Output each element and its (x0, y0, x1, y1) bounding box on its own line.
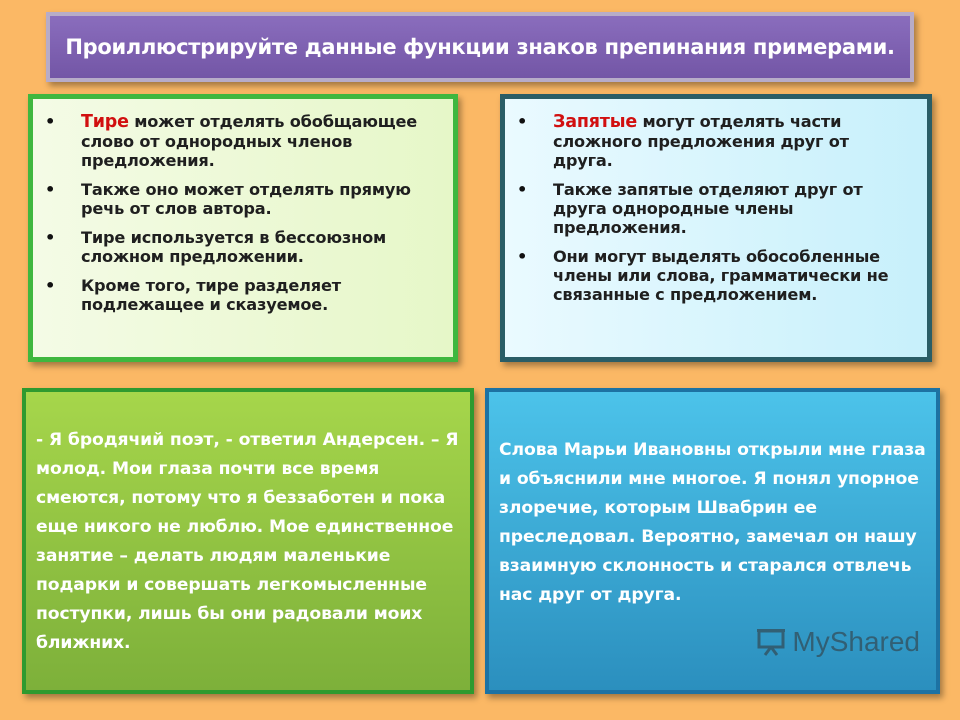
list-item (81, 228, 439, 266)
dash-functions-list (33, 112, 439, 314)
title-bar (46, 12, 914, 82)
list-item-text: может отделять обобщающее слово от однородных членов предложения. (81, 112, 418, 170)
list-item-text: Также оно может отделять прямую речь от слов автора. (81, 180, 411, 218)
watermark-text: MyShared (792, 626, 920, 657)
list-item-text: Они могут выделять обособленные члены или слова, грамматически не связанные с предложением. (553, 247, 889, 304)
list-item (553, 180, 913, 237)
comma-functions-panel (500, 94, 932, 362)
presentation-icon (756, 627, 786, 657)
dash-example-text: - Я бродячий поэт, - ответил Андерсен. – Я молод. Мои глаза почти все время смеются, потому что я беззаботен и пока еще никого не люблю. Мое единственное занятие – делать людям маленькие подарки и совершать легкомысленные поступки, лишь бы они радовали моих ближних. (36, 430, 459, 653)
highlight-term: Запятые (553, 112, 638, 132)
list-item-text: Кроме того, тире разделяет подлежащее и сказуемое. (81, 276, 341, 314)
list-item-text: могут отделять части сложного предложения друг от друга. (553, 112, 849, 170)
list-item (81, 180, 439, 218)
dash-example-panel (22, 388, 474, 694)
comma-functions-list (505, 112, 913, 304)
list-item (81, 112, 439, 170)
list-item-text: Тире используется в бессоюзном сложном предложении. (81, 228, 387, 266)
list-item (553, 247, 913, 304)
comma-example-panel (485, 388, 940, 694)
list-item (81, 276, 439, 314)
highlight-term: Тире (81, 112, 129, 132)
page-title: Проиллюстрируйте данные функции знаков препинания примерами. (65, 35, 895, 59)
list-item-text: Также запятые отделяют друг от друга однородные члены предложения. (553, 180, 863, 237)
list-item (553, 112, 913, 170)
watermark (756, 626, 920, 658)
dash-functions-panel (28, 94, 458, 362)
comma-example-text: Слова Марьи Ивановны открыли мне глаза и объяснили мне многое. Я понял упорное злоречие, которым Швабрин ее преследовал. Вероятно, замечал он нашу взаимную склонность и старался отвлечь нас друг от друга. (499, 440, 926, 605)
